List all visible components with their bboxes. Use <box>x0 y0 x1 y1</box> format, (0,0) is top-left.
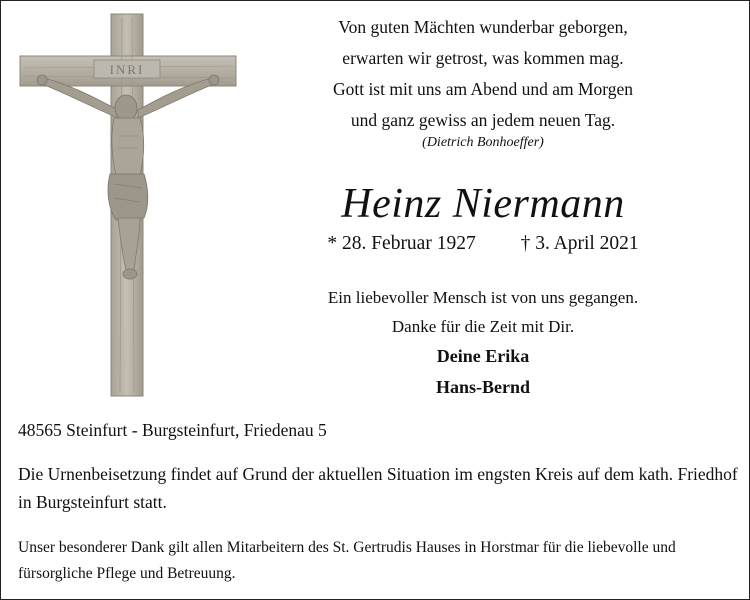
funeral-note: Die Urnenbeisetzung findet auf Grund der aktuellen Situation im engsten Kreis auf dem kath. Friedhof in Burgsteinfurt statt. <box>18 464 738 512</box>
signature-name: Hans-Bernd <box>435 377 531 397</box>
poem-author: (Dietrich Bonhoeffer) <box>422 135 544 150</box>
message-line: Ein liebevoller Mensch ist von uns gegangen. <box>327 288 639 307</box>
poem-line: Von guten Mächten wunderbar geborgen, <box>338 17 628 37</box>
life-dates <box>250 233 716 255</box>
signatures <box>250 341 716 403</box>
inri-text: INRI <box>109 62 145 77</box>
birth-date: * 28. Februar 1927 <box>327 233 476 254</box>
crucifix-image <box>14 8 242 400</box>
address: 48565 Steinfurt - Burgsteinfurt, Friedenau 5 <box>18 420 327 440</box>
poem <box>250 12 716 136</box>
message-line: Danke für die Zeit mit Dir. <box>391 317 575 336</box>
signature-name: Deine Erika <box>436 346 530 366</box>
farewell-message <box>250 283 716 341</box>
poem-line: Gott ist mit uns am Abend und am Morgen <box>332 79 634 99</box>
thanks-note: Unser besonderer Dank gilt allen Mitarbeitern des St. Gertrudis Hauses in Horstmar für die liebevolle und fürsorgliche Pflege und Betreuung. <box>18 539 676 582</box>
poem-line: erwarten wir getrost, was kommen mag. <box>342 48 624 68</box>
deceased-name: Heinz Niermann <box>341 181 625 227</box>
death-date: † 3. April 2021 <box>520 233 639 254</box>
poem-line: und ganz gewiss an jedem neuen Tag. <box>350 110 616 130</box>
